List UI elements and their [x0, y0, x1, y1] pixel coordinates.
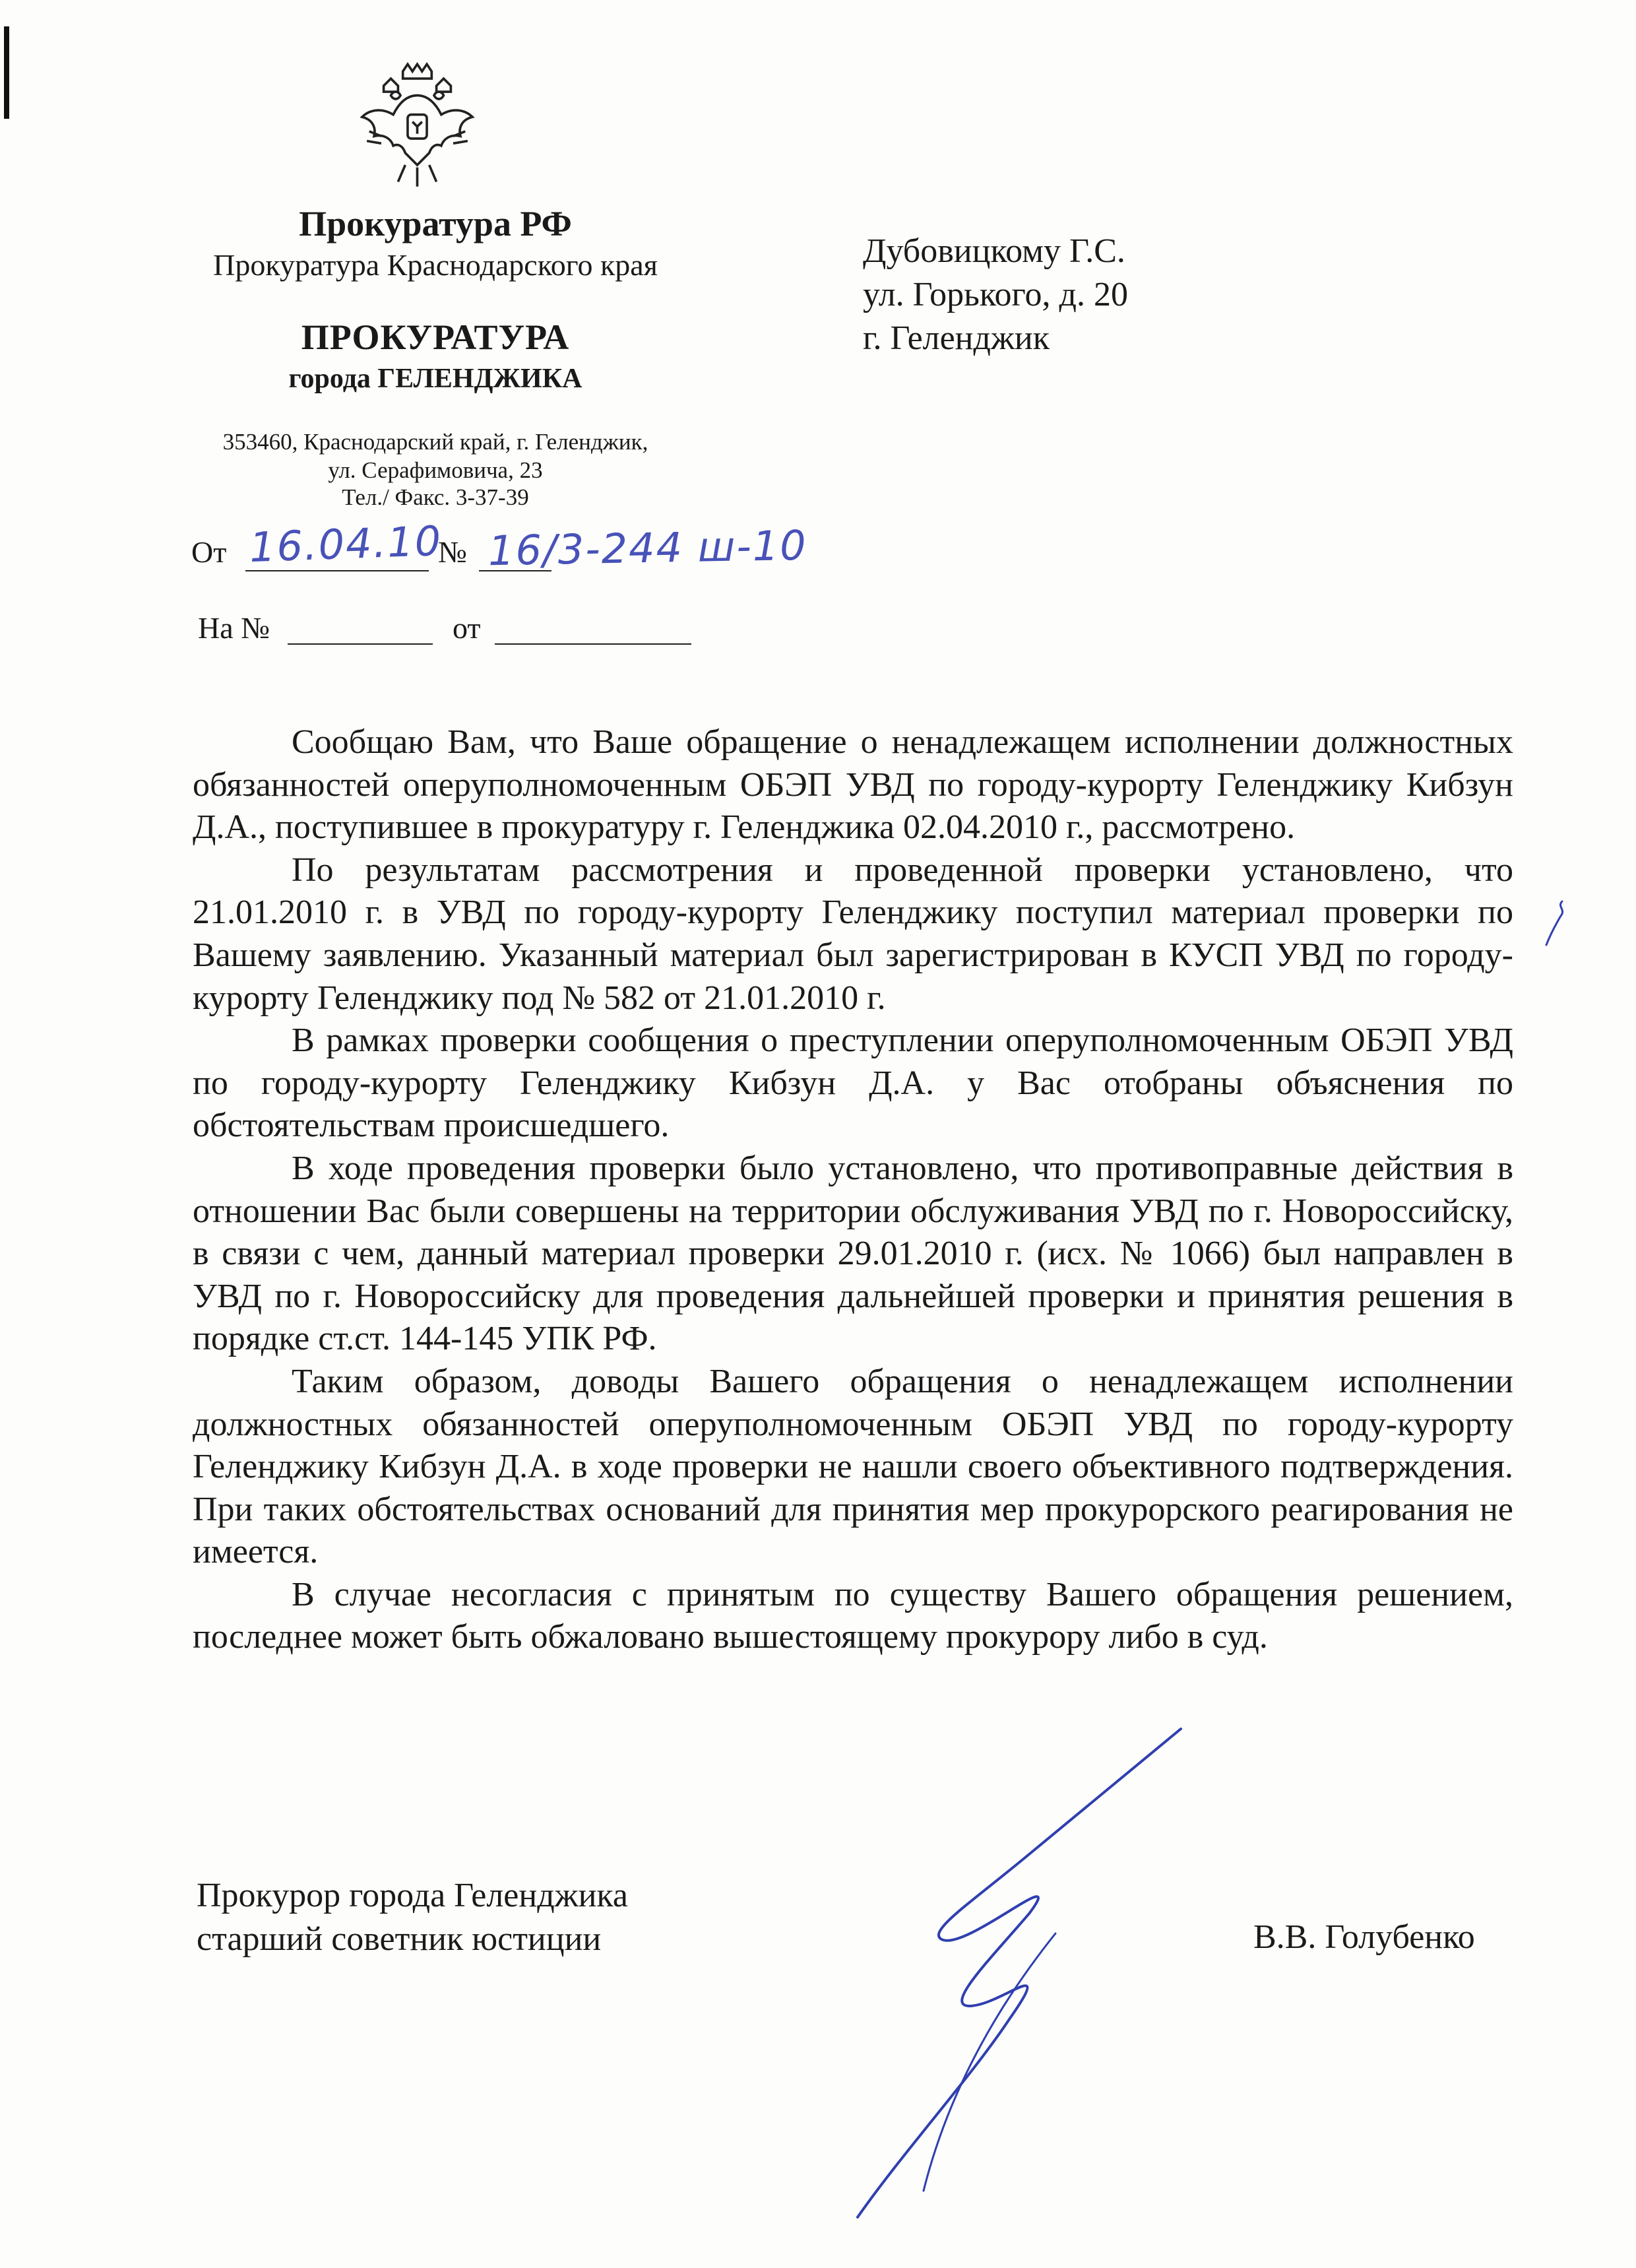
org-region: Прокуратура Краснодарского края — [213, 248, 658, 282]
body-paragraph: В рамках проверки сообщения о преступлении оперуполномоченным ОБЭП УВД по городу-курорту Геленджику Кибзун Д.А. у Вас отобраны объяснения по обстоятельствам происшедшего. — [193, 1021, 1513, 1145]
addressee-name: Дубовицкому Г.С. — [863, 232, 1125, 270]
reply-date-blank — [495, 643, 691, 645]
office-city: города ГЕЛЕНДЖИКА — [288, 364, 582, 394]
addressee-street: ул. Горького, д. 20 — [863, 276, 1128, 313]
body-paragraph: В случае несогласия с принятым по существу Вашего обращения решением, последнее может быть обжаловано вышестоящему прокурору либо в суд. — [193, 1575, 1513, 1656]
office-address-line2: ул. Серафимовича, 23 — [328, 457, 543, 483]
scan-edge-mark — [4, 26, 9, 119]
signatory-title-line1: Прокурор города Геленджика — [197, 1877, 628, 1914]
office-address-line1: 353460, Краснодарский край, г. Геленджик, — [222, 429, 648, 455]
coat-of-arms-icon — [356, 59, 478, 191]
signatory-title-line2: старший советник юстиции — [197, 1920, 602, 1958]
signatory-name: В.В. Голубенко — [1253, 1918, 1475, 1956]
handwritten-signature — [660, 1716, 1319, 2244]
addressee-block — [863, 230, 1128, 360]
reply-number-blank — [288, 643, 433, 645]
org-name: Прокуратура РФ — [299, 204, 572, 243]
ref-number-handwritten: 16/3-244 ш-10 — [488, 521, 808, 575]
signatory-position — [197, 1874, 628, 1961]
margin-pen-mark — [1537, 897, 1577, 957]
reply-date-label: от — [453, 611, 481, 645]
body-paragraph: В ходе проведения проверки было установлено, что противоправные действия в отношении Вас были совершены на территории обслуживания УВД по г. Новороссийску, в связи с чем, данный материал проверки 29.01.2010 г. (исх. № 1066) был направлен в УВД по г. Новороссийску для проведения дальнейшей проверки и принятия решения в порядке ст.ст. 144-145 УПК РФ. — [193, 1149, 1513, 1358]
addressee-city: г. Геленджик — [863, 319, 1050, 357]
ref-number-label: № — [438, 535, 467, 569]
body-paragraph: Сообщаю Вам, что Ваше обращение о ненадлежащем исполнении должностных обязанностей оперуполномоченным ОБЭП УВД по городу-курорту Геленджику Кибзун Д.А., поступившее в прокуратуру г. Геленджика 02.04.2010 г., рассмотрено. — [193, 723, 1513, 847]
body-paragraph: Таким образом, доводы Вашего обращения о ненадлежащем исполнении должностных обязанностей оперуполномоченным ОБЭП УВД по городу-курорту Геленджику Кибзун Д.А. в ходе проверки не нашли своего объективного подтверждения. При таких обстоятельствах оснований для принятия мер прокурорского реагирования не имеется. — [193, 1362, 1513, 1571]
reply-number-label: На № — [198, 611, 270, 645]
office-title: ПРОКУРАТУРА — [301, 317, 570, 357]
letter-body — [193, 721, 1513, 1659]
ref-date-handwritten: 16.04.10 — [248, 516, 443, 572]
ref-from-label: От — [191, 535, 227, 569]
body-paragraph: По результатам рассмотрения и проведенной проверки установлено, что 21.01.2010 г. в УВД по городу-курорту Геленджику поступил материал проверки по Вашему заявлению. Указанный материал был зарегистрирован в КУСП УВД по городу-курорту Геленджику под № 582 от 21.01.2010 г. — [193, 851, 1513, 1017]
office-phone: Тел./ Факс. 3-37-39 — [342, 484, 529, 510]
